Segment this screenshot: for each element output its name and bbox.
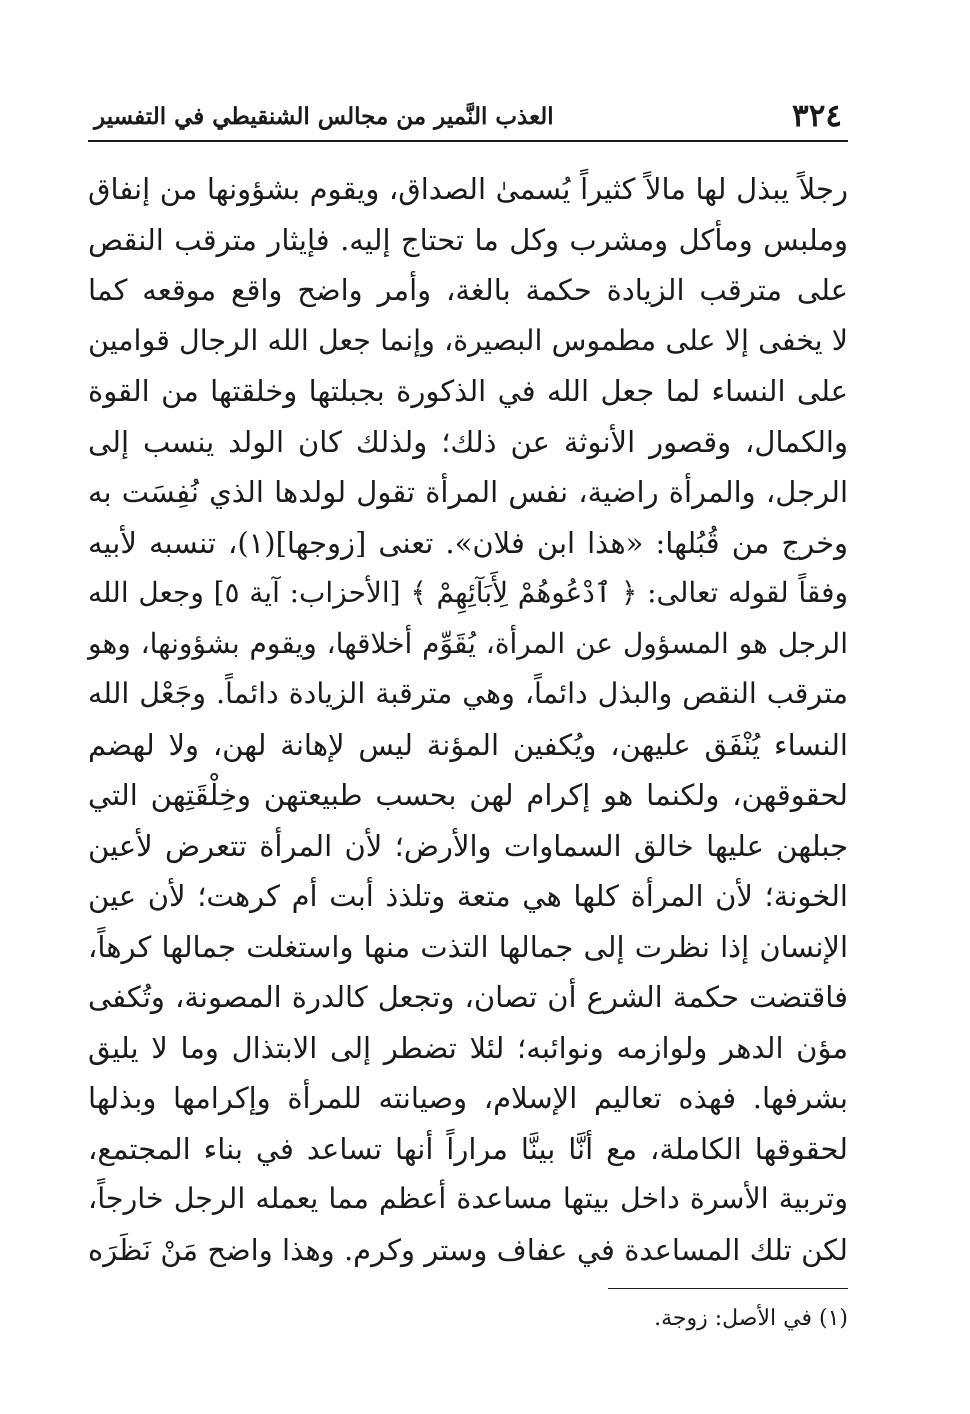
text-line: رجلاً يبذل لها مالاً كثيراً يُسمىٰ الصداق، ويقوم بشؤونها من إنفاق — [88, 172, 848, 206]
text-line: وخرج من قُبُلها: «هذا ابن فلان». تعنى [زوجها](١)، تنسبه لأبيه — [88, 525, 848, 560]
text-line: والكمال، وقصور الأنوثة عن ذلك؛ ولذلك كان الولد ينسب إلى — [88, 424, 848, 459]
running-title: العذب النَّمير من مجالس الشنقيطي في التفسير — [94, 103, 554, 130]
footnote-divider — [608, 1288, 848, 1289]
text-line: مؤن الدهر ولوازمه ونوائبه؛ لئلا تضطر إلى الابتذال وما لا يليق — [88, 1030, 848, 1065]
text-line: لحقوقهن، ولكنما هو إكرام لهن بحسب طبيعتهن وخِلْقَتِهن التي — [88, 778, 848, 812]
text-line: لا يخفى إلا على مطموس البصيرة، وإنما جعل الله الرجال قوامين — [88, 323, 848, 357]
text-line: الخونة؛ لأن المرأة كلها هي متعة وتلذذ أبت أم كرهت؛ لأن عين — [88, 879, 848, 913]
text-line: مترقب النقص والبذل دائماً، وهي مترقبة الزيادة دائماً. وجَعْل الله — [88, 677, 848, 710]
text-line: بشرفها. فهذه تعاليم الإسلام، وصيانته للمرأة وإكرامها وبذلها — [88, 1081, 848, 1115]
text-line: جبلهن عليها خالق السماوات والأرض؛ لأن المرأة تتعرض لأعين — [88, 828, 848, 863]
body-text — [88, 164, 848, 1275]
text-line: الرجل، والمرأة راضية، نفس المرأة تقول لولدها الذي نُفِسَت به — [88, 475, 848, 509]
text-line: وملبس ومأكل ومشرب وكل ما تحتاج إليه. فإيثار مترقب النقص — [88, 222, 848, 257]
text-line: على مترقب الزيادة حكمة بالغة، وأمر واضح واقع موقعه كما — [88, 273, 848, 307]
page-header — [88, 92, 848, 142]
footnote: (١) في الأصل: زوجة. — [654, 1306, 848, 1331]
text-line: وفقاً لقوله تعالى: ﴿ ٱدْعُوهُمْ لِأَبَآئِهِمْ ﴾ [الأحزاب: آية ٥] وجعل الله — [88, 576, 849, 609]
text-line: فاقتضت حكمة الشرع أن تصان، وتجعل كالدرة المصونة، وتُكفى — [88, 980, 848, 1014]
text-line: لحقوقها الكاملة، مع أنَّا بينَّا مراراً أنها تساعد في بناء المجتمع، — [88, 1131, 848, 1166]
text-line: الإنسان إذا نظرت إلى جمالها التذت منها واستغلت جمالها كرهاً، — [88, 929, 848, 964]
text-line: على النساء لما جعل الله في الذكورة بجبلتها وخلقتها من القوة — [88, 374, 848, 408]
text-line: الرجل هو المسؤول عن المرأة، يُقَوِّم أخلاقها، ويقوم بشؤونها، وهو — [88, 626, 848, 660]
text-line: النساء يُنْفَق عليهن، ويُكفين المؤنة ليس لإهانة لهن، ولا لهضم — [88, 727, 848, 762]
document-page — [88, 92, 848, 1382]
page-number: ٣٢٤ — [792, 98, 842, 134]
text-line: لكن تلك المساعدة في عفاف وستر وكرم. وهذا واضح مَنْ نَظَرَه — [88, 1232, 848, 1267]
text-line: وتربية الأسرة داخل بيتها مساعدة أعظم مما يعمله الرجل خارجاً، — [88, 1182, 848, 1215]
